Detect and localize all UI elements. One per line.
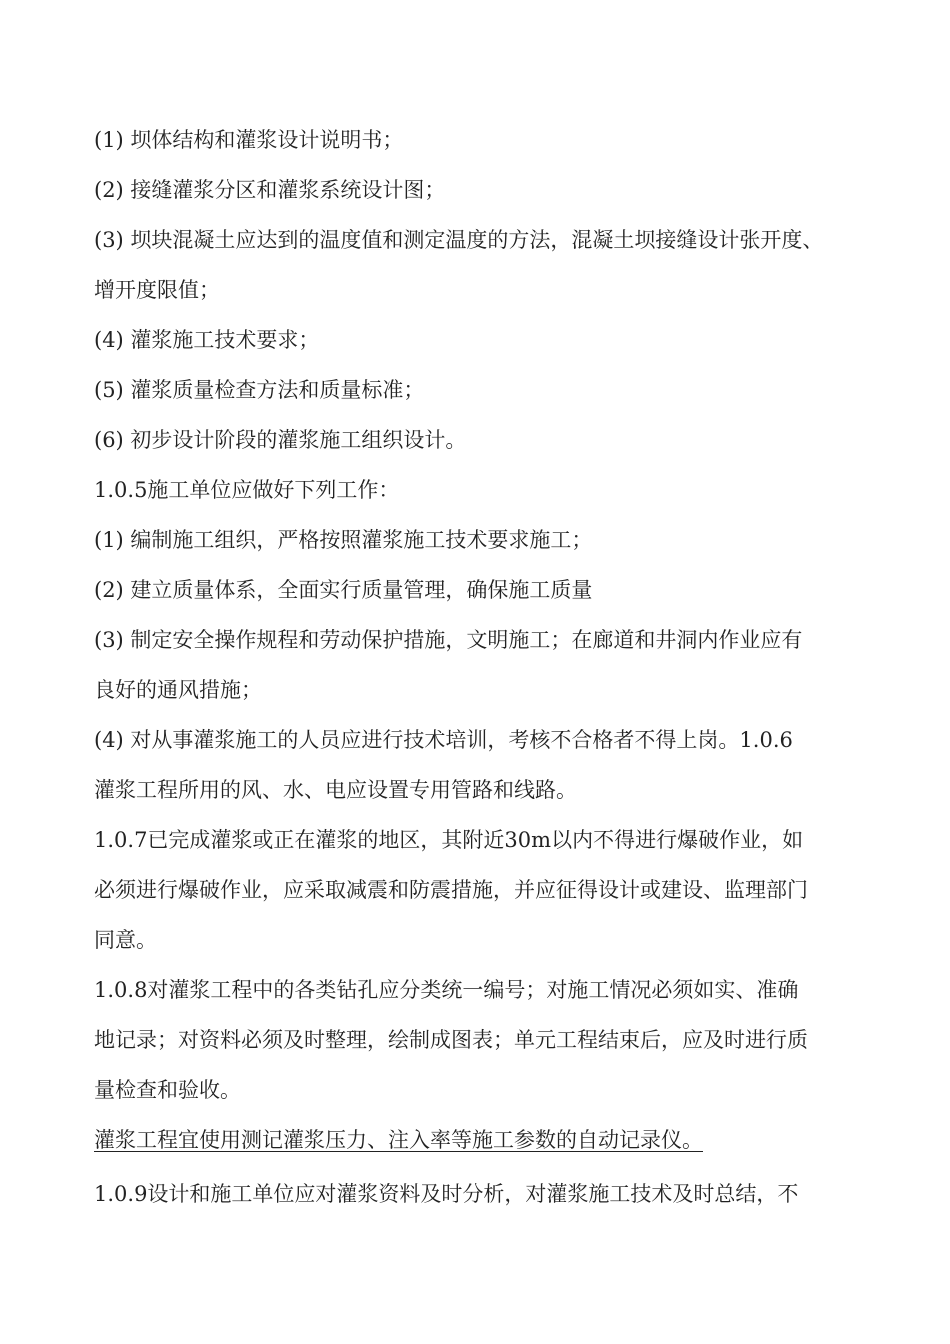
text-line: (6) 初步设计阶段的灌浆施工组织设计。 <box>94 428 467 452</box>
underlined-text-line: 灌浆工程宜使用测记灌浆压力、注入率等施工参数的自动记录仪。 <box>94 1128 703 1152</box>
text-line: 灌浆工程所用的风、水、电应设置专用管路和线路。 <box>94 778 577 802</box>
text-line: 地记录；对资料必须及时整理，绘制成图表；单元工程结束后，应及时进行质 <box>94 1028 808 1052</box>
text-line: 1.0.9设计和施工单位应对灌浆资料及时分析，对灌浆施工技术及时总结，不 <box>94 1182 799 1206</box>
text-line: (1) 编制施工组织，严格按照灌浆施工技术要求施工； <box>94 528 593 552</box>
text-line: (3) 制定安全操作规程和劳动保护措施，文明施工；在廊道和井洞内作业应有 <box>94 628 803 652</box>
text-line: 1.0.7已完成灌浆或正在灌浆的地区，其附近30m以内不得进行爆破作业，如 <box>94 828 804 852</box>
text-line: (2) 建立质量体系，全面实行质量管理，确保施工质量 <box>94 578 593 602</box>
text-line: (3) 坝块混凝土应达到的温度值和测定温度的方法，混凝土坝接缝设计张开度、 <box>94 228 824 252</box>
text-line: (4) 灌浆施工技术要求； <box>94 328 320 352</box>
text-line: (4) 对从事灌浆施工的人员应进行技术培训，考核不合格者不得上岗。1.0.6 <box>94 728 793 752</box>
text-line: (1) 坝体结构和灌浆设计说明书； <box>94 128 404 152</box>
text-line: 增开度限值； <box>94 278 220 302</box>
text-line: 量检查和验收。 <box>94 1078 241 1102</box>
text-line: (2) 接缝灌浆分区和灌浆系统设计图； <box>94 178 446 202</box>
text-line: 同意。 <box>94 928 157 952</box>
text-line: 必须进行爆破作业，应采取减震和防震措施，并应征得设计或建设、监理部门 <box>94 878 808 902</box>
section-heading: 1.0.5施工单位应做好下列工作： <box>94 478 400 502</box>
text-line: 良好的通风措施； <box>94 678 262 702</box>
text-line: (5) 灌浆质量检查方法和质量标准； <box>94 378 425 402</box>
text-line: 1.0.8对灌浆工程中的各类钻孔应分类统一编号；对施工情况必须如实、准确 <box>94 978 799 1002</box>
